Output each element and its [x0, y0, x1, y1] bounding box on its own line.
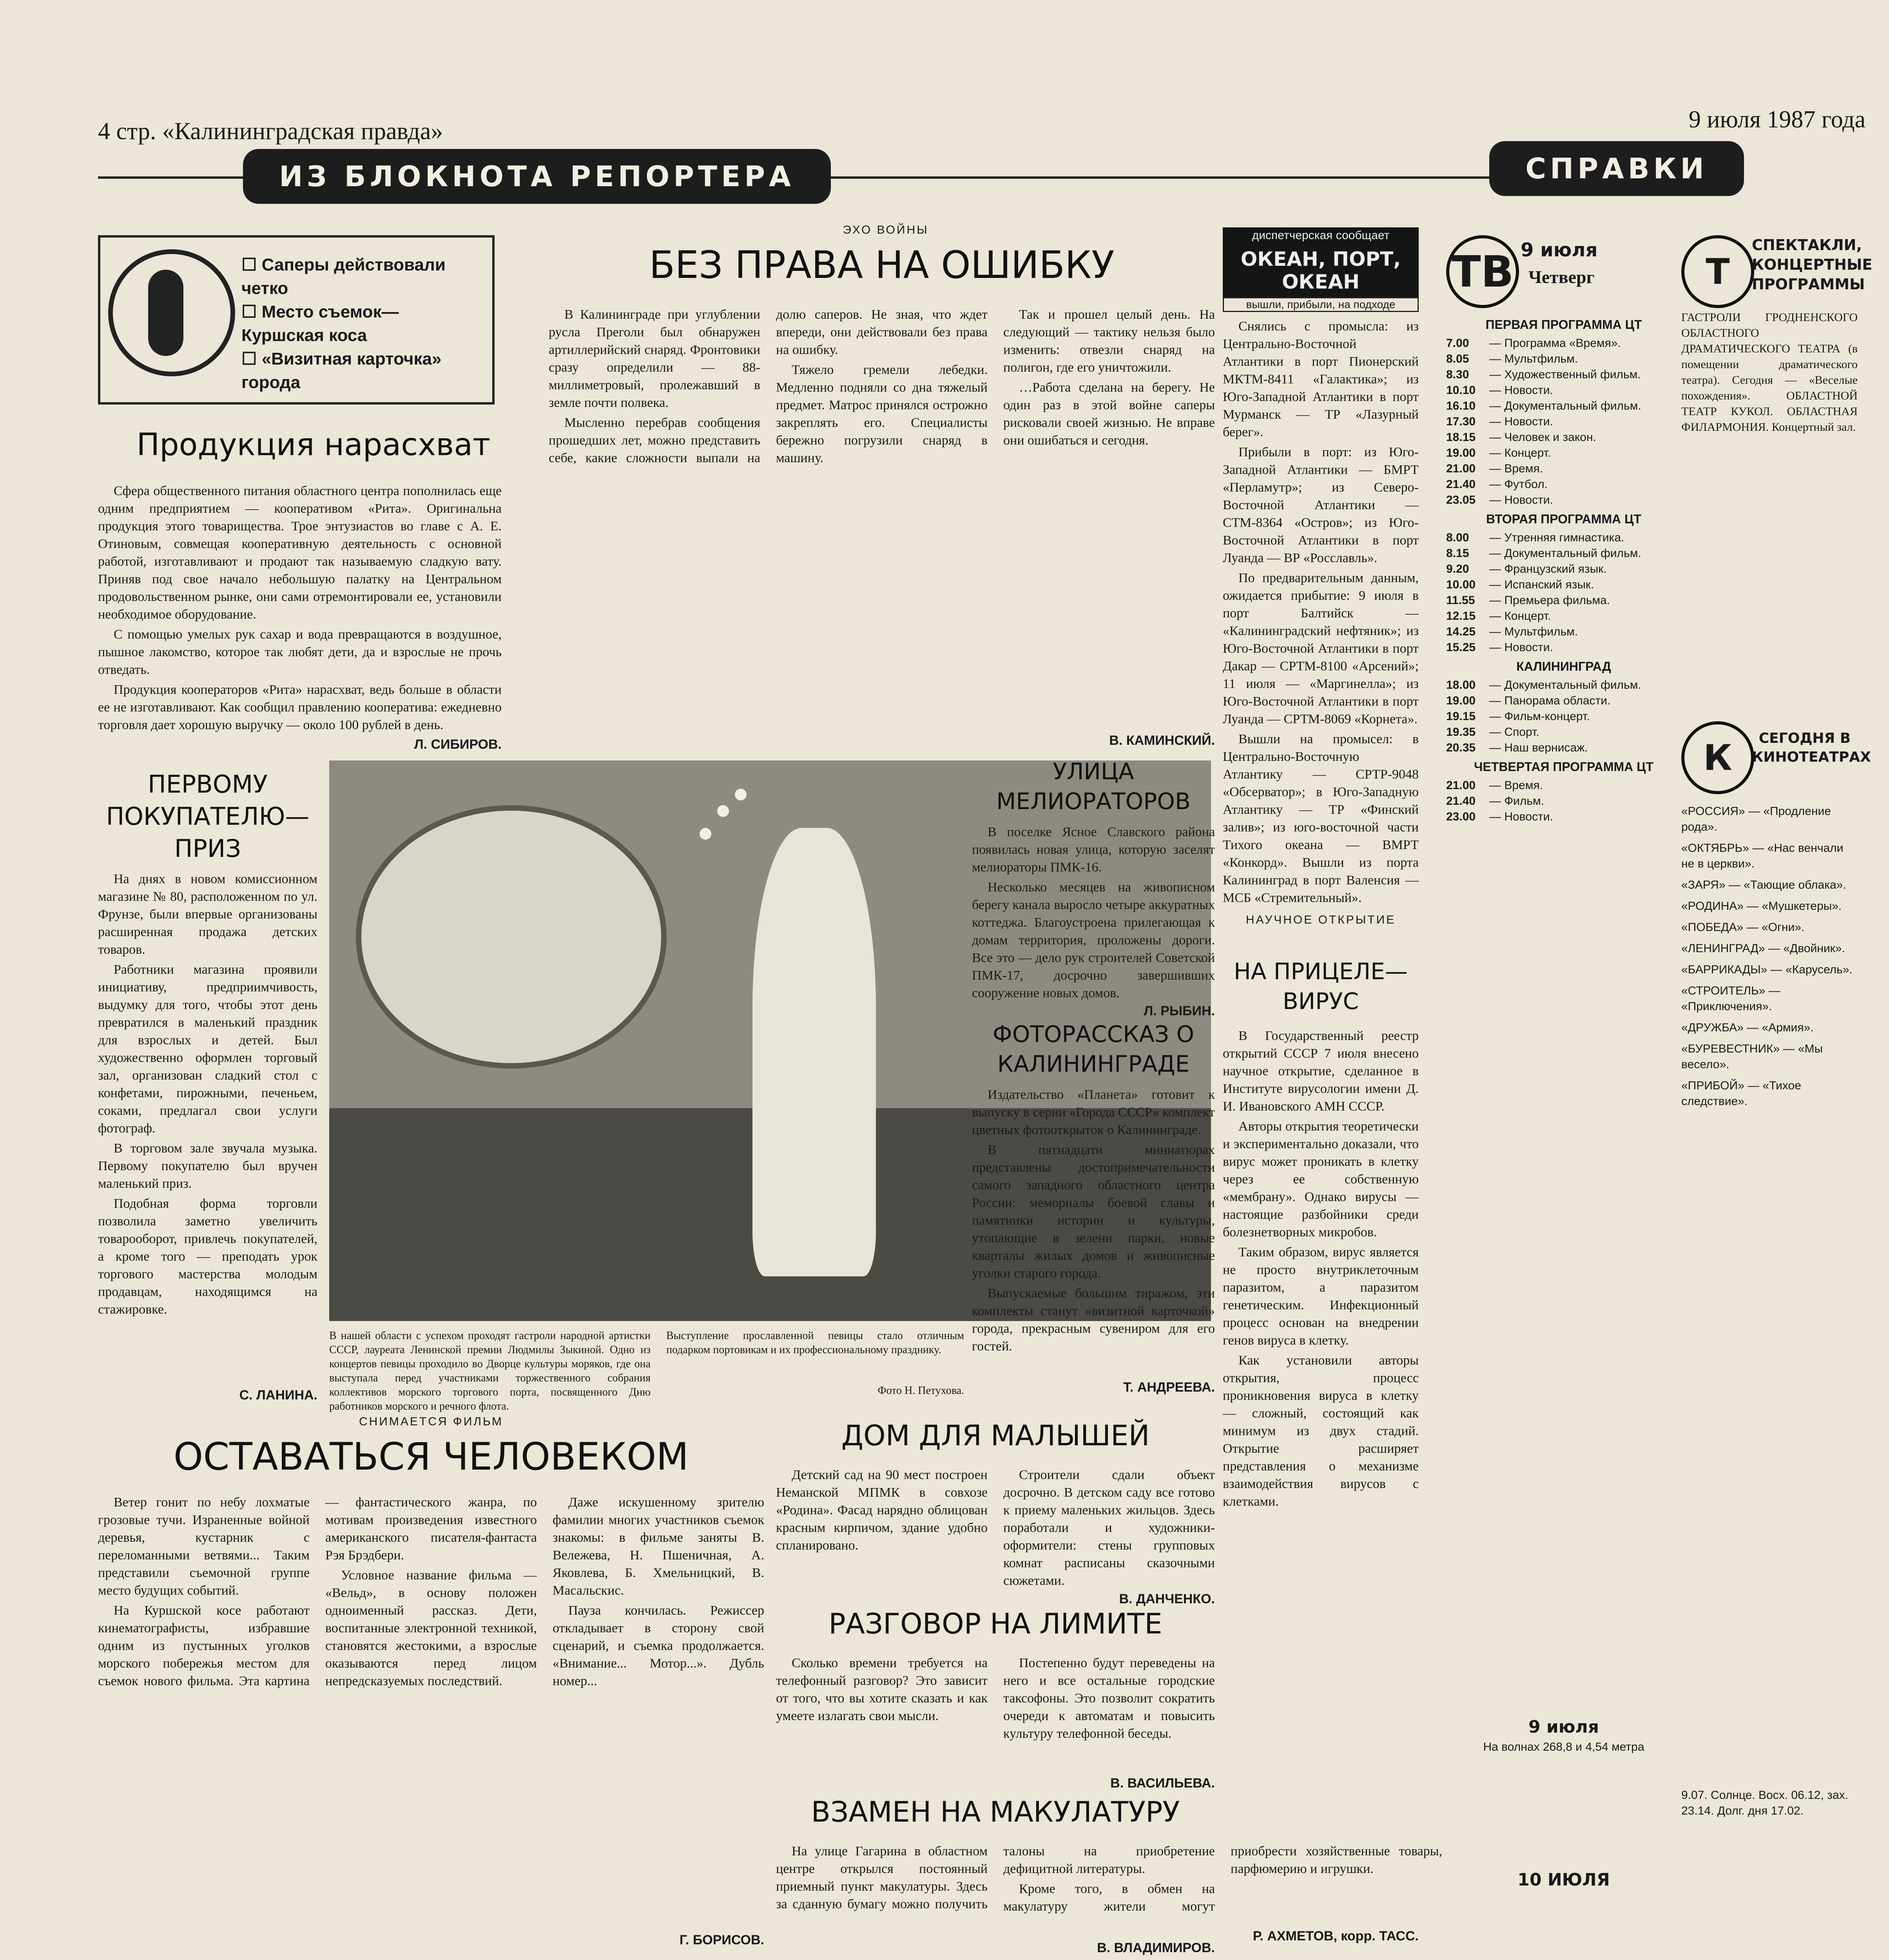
- article-title: НА ПРИЦЕЛЕ— ВИРУС: [1234, 958, 1408, 1014]
- tv-time: 9.20: [1446, 563, 1469, 575]
- tv-listing: [1446, 367, 1681, 383]
- tv-time: 23.00: [1446, 810, 1476, 823]
- tv-time: 18.15: [1446, 431, 1476, 444]
- tv-show: — Новости.: [1489, 641, 1553, 654]
- tv-time: 17.30: [1446, 415, 1476, 428]
- dispatch-body: Снялись с промысла: из Центрально-Восточной Атлантики в порт Пионерский МКТМ-8411 «Галактика»; из Юго-Западной Атлантики в порт Мурманск — ТР «Лазурный берег». Прибыли в порт: из Юго-Западной Атлантики — БМРТ «Перламутр»; из Северо-Восточной Атлантики — СТМ-8364 «Остров»; из Юго-Восточной Атлантики в порт Луанда — ВР «Росславль». По предварительным данным, ожидается прибытие: 9 июля в порт Балтийск — «Калининградский нефтяник»; из Юго-Восточной Атлантики в порт Дакар — СРТМ-8100 «Арсений»; 11 июля — «Маргинелла»; из Юго-Восточной Атлантики в порт Луанда — СРТМ-8069 «Корнета». Вышли на промысел: в Центрально-Восточную Атлантику — СРТР-9048 «Обсерватор»; в Юго-Западную Атлантику — ТР «Финский залив»; из юго-восточной части Тихого океана — ВМРТ «Конкорд». Вышли из порта Калининград в порт Валенсия — МСБ «Стремительный».: [1223, 319, 1419, 905]
- article-signature: Р. АХМЕТОВ, корр. ТАСС.: [1253, 1929, 1419, 1944]
- radio-weekday: Четверг: [1528, 267, 1595, 287]
- article-body: В Государственный реестр открытий СССР 7 июля внесено научное открытие, сделанное в Институте вирусологии имени Д. И. Ивановского АМН СССР. Авторы открытия теоретически и экспериментально доказали, что вирус может проникать в клетку через ее собственную «мембрану». Однако вирусы — настоящие разбойники среди болезнетворных микробов. Таким образом, вирус является не просто внутриклеточным паразитом, а паразитом генетическим. Инфекционный процесс основан на внедрении генов вируса в клетку. Как установили авторы открытия, процесс проникновения вируса в клетку — сложный, состоящий как минимум из двух стадий. Открытие расширяет представления о механизме взаимодействия вирусов с клетками.: [1223, 1029, 1419, 1509]
- cinema-item: «ПРИБОЙ» — «Тихое следствие».: [1681, 1079, 1801, 1108]
- tv-time: 11.55: [1446, 594, 1475, 607]
- tv-time: 19.35: [1446, 726, 1476, 739]
- article-body: На днях в новом комиссионном магазине № 80, расположенном по ул. Фрунзе, были впервые организованы расширенная продажа детских товаров. Работники магазина проявили инициативу, предприимчивость, выдумку для того, чтобы этот день превратился в маленький праздник для взрослых и детей. Был художественно оформлен торговый зал, организован сладкий стол с конфетами, пирожными, печеньем, соками, предлагал свои услуги фотограф. В торговом зале звучала музыка. Первому покупателю был вручен маленький приз. Подобная форма торговли позволила заметно увеличить товарооборот, привлечь покупателей, а кроме того — преподать урок торгового мастерства молодым продавцам, находящимся на стажировке.: [98, 872, 317, 1317]
- tv-show: — Художественный фильм.: [1489, 368, 1641, 381]
- tv-show: — Футбол.: [1489, 478, 1548, 491]
- tv-listing: [1446, 724, 1681, 740]
- tv-time: 10.10: [1446, 384, 1476, 397]
- cinema-item: «СТРОИТЕЛЬ» — «Приключения».: [1681, 984, 1780, 1013]
- tv-section-title: ВТОРАЯ ПРОГРАММА ЦТ: [1486, 512, 1641, 526]
- dispatch-title: ОКЕАН, ПОРТ, ОКЕАН: [1223, 244, 1419, 297]
- tv-time: 8.15: [1446, 547, 1469, 560]
- cinema-item: «БАРРИКАДЫ» — «Карусель».: [1681, 963, 1853, 976]
- tv-time: 8.30: [1446, 368, 1469, 381]
- photo-caption: В нашей области с успехом проходят гастроли народной артистки СССР, лауреата Ленинской премии Людмилы Зыкиной. Одно из концертов певицы проходило во Дворце культуры моряков, где она выступала перед участниками торжественного собрания коллективов морского торгового порта, посвященного Дню работников морского и речного флота.: [329, 1330, 651, 1412]
- tv-listing: [1446, 778, 1681, 793]
- tv-listing: [1446, 530, 1681, 546]
- tv-time: 16.10: [1446, 399, 1476, 412]
- page-label: 4 стр. «Калининградская правда»: [98, 118, 443, 145]
- tv-listing: [1446, 624, 1681, 640]
- article-signature: Г. БОРИСОВ.: [679, 1933, 764, 1947]
- flower-icon: [735, 789, 747, 800]
- cinema-item: «ЛЕНИНГРАД» — «Двойник».: [1681, 942, 1845, 955]
- tv-time: 21.40: [1446, 795, 1476, 808]
- article-signature: В. ВЛАДИМИРОВ.: [1097, 1940, 1215, 1955]
- tv-listing: [1446, 546, 1681, 561]
- tv-time: 21.00: [1446, 779, 1476, 792]
- tv-section-title: ЧЕТВЕРТАЯ ПРОГРАММА ЦТ: [1474, 760, 1654, 774]
- tv-section-title: КАЛИНИНГРАД: [1516, 659, 1611, 673]
- tv-time: 19.15: [1446, 710, 1476, 723]
- tv-listing: [1446, 640, 1681, 655]
- radio-local-sub: На волнах 268,8 и 4,54 метра: [1483, 1740, 1644, 1753]
- contents-box: [98, 235, 495, 405]
- article-kicker: СНИМАЕТСЯ ФИЛЬМ: [359, 1415, 503, 1428]
- tv-show: — Спорт.: [1489, 726, 1539, 739]
- tv-listing: [1446, 809, 1681, 825]
- issue-date: 9 июля 1987 года: [1688, 106, 1865, 133]
- radio-day: 9 июля: [1521, 239, 1598, 261]
- tv-time: 23.05: [1446, 494, 1476, 506]
- contents-item: ☐ Место съемок— Куршская коса: [241, 302, 399, 345]
- dispatch-sub: вышли, прибыли, на подходе: [1223, 297, 1419, 312]
- tv-show: — Концерт.: [1489, 610, 1551, 622]
- article-signature: Т. АНДРЕЕВА.: [1123, 1380, 1215, 1395]
- tv-listing: [1446, 351, 1681, 367]
- tv-listing: [1446, 414, 1681, 430]
- ship-emblem-icon: [356, 805, 667, 1069]
- tv-show: — Мультфильм.: [1489, 352, 1578, 365]
- cinema-item: «ОКТЯБРЬ» — «Нас венчали не в церкви».: [1681, 842, 1844, 870]
- article-body: Сколько времени требуется на телефонный разговор? Это зависит от того, что вы хотите сказать и как умеете излагать свои мысли. Постепенно будут переведены на него и все остальные городские таксофоны. Это позволит сократить очереди к автоматам и повысить культуру телефонной беседы.: [776, 1656, 1215, 1741]
- article-kicker: ЭХО ВОЙНЫ: [843, 223, 929, 236]
- dispatch-header: [1223, 227, 1419, 310]
- article-body: В поселке Ясное Славского района появилась новая улица, которую заселят мелиораторы ПМК-16. Несколько месяцев на живописном берегу канала выросло четыре аккуратных коттеджа. Благоустроена прилегающая к домам территория, проложены дороги. Все это — дело рук строителей Советской ПМК-17, досрочно завершивших сооружение новых домов.: [972, 825, 1215, 1000]
- rule: [831, 176, 1489, 179]
- radio-local-day: 9 июля: [1528, 1717, 1599, 1737]
- tv-show: — Документальный фильм.: [1489, 679, 1641, 691]
- tv-show: — Премьера фильма.: [1489, 594, 1610, 607]
- article-body: В Калининграде при углублении русла Преголи был обнаружен артиллерийский снаряд. Фронтовики сразу определили — 88-миллиметровый, пролежавший в земле почти полвека. Мысленно перебрав сообщения прошедших лет, можно представить себе, какие сложности выпали на долю саперов. Не зная, что ждет впереди, они действовали без права на ошибку. Тяжело гремели лебедки. Медленно подняли со дна тяжелый предмет. Матрос принялся острожно закреплять его. Специалисты бережно погрузили снаряд в машину. Так и прошел целый день. На следующий — тактику нельзя было изменить: отвезли снаряд на полигон, где его уничтожили. …Работа сделана на берегу. Не один раз в этой войне саперы рисковали своей жизнью. Не вправе они ошибаться и сегодня.: [549, 307, 1215, 465]
- tv-show: — Человек и закон.: [1489, 431, 1596, 444]
- tv-show: — Фильм-концерт.: [1489, 710, 1590, 723]
- dispatch-kicker: диспетчерская сообщает: [1223, 227, 1419, 244]
- article-title: ОСТАВАТЬСЯ ЧЕЛОВЕКОМ: [173, 1435, 689, 1479]
- tv-listing: [1446, 461, 1681, 477]
- tv-show: — Программа «Время».: [1489, 337, 1621, 350]
- tv-listing: [1446, 492, 1681, 508]
- tv-time: 8.05: [1446, 352, 1469, 365]
- tv-show: — Концерт.: [1489, 446, 1551, 459]
- tv-show: — Время.: [1489, 462, 1543, 475]
- tv-time: 20.35: [1446, 741, 1476, 754]
- tv-time: 12.15: [1446, 610, 1476, 622]
- tv-show: — Испанский язык.: [1489, 578, 1594, 591]
- theater-logo-icon: Т: [1681, 235, 1754, 308]
- cinema-logo-icon: К: [1681, 721, 1754, 794]
- tv-listing: [1446, 336, 1681, 351]
- tv-time: 15.25: [1446, 641, 1476, 654]
- contents-item: ☐ Саперы действовали четко: [241, 255, 446, 298]
- tv-listing: [1446, 593, 1681, 608]
- article-body: Издательство «Планета» готовит к выпуску в серии «Города СССР» комплект цветных фотооткрыток о Калининграде. В пятнадцати миниатюрах представлены достопримечательности самого западного областного центра России: мемориалы боевой славы и памятники истории и культуры, утопающие в зелени парки, новые кварталы жилых домов и живописные уголки старого города. Выпускаемые большим тиражом, эти комплекты станут «визитной карточкой» города, прекрасным сувениром для его гостей.: [972, 1087, 1215, 1354]
- tv-show: — Мультфильм.: [1489, 625, 1578, 638]
- tv-time: 19.00: [1446, 446, 1476, 459]
- tv-listing: [1446, 445, 1681, 461]
- article-title: ДОМ ДЛЯ МАЛЫШЕЙ: [841, 1419, 1150, 1452]
- article-body: Сфера общественного питания областного центра пополнилась еще одним предприятием — кооперативом «Рита». Оригинальна продукция этого товарищества. Трое энтузиастов во главе с А. Е. Отиновым, совмещая кооперативную деятельность с основной работой, изготавливают и продают так называемую сладкую вату. Приняв под свое начало небольшую палатку на Центральном продовольственном рынке, они сами отремонтировали ее, установили необходимое оборудование. С помощью умелых рук сахар и вода превращаются в воздушное, пышное лакомство, которое так любят дети, да и взрослые не прочь отведать. Продукция кооператоров «Рита» нарасхват, ведь больше в области ее не изготавливают. Как сообщил правлению кооператива: ежедневно торговля дает хорошую выручку — около 100 рублей в день.: [98, 484, 502, 732]
- tv-time: 21.00: [1446, 462, 1476, 475]
- article-title: БЕЗ ПРАВА НА ОШИБКУ: [649, 243, 1115, 287]
- photo-credit: Фото Н. Петухова.: [877, 1385, 964, 1397]
- article-title: ПЕРВОМУ ПОКУПАТЕЛЮ— ПРИЗ: [106, 770, 310, 863]
- rubric-notebook: ИЗ БЛОКНОТА РЕПОРТЕРА: [243, 149, 831, 204]
- tv-program: [1446, 314, 1681, 825]
- article-signature: Л. РЫБИН.: [1144, 1004, 1215, 1018]
- tv-time: 10.00: [1446, 578, 1476, 591]
- sun-note: 9.07. Солнце. Восх. 06.12, зах. 23.14. Долг. дня 17.02.: [1681, 1789, 1848, 1817]
- rubric-reference: СПРАВКИ: [1489, 141, 1744, 196]
- tv-time: 21.40: [1446, 478, 1476, 491]
- tv-show: — Утренняя гимнастика.: [1489, 531, 1624, 544]
- flower-icon: [717, 805, 729, 817]
- cinema-item: «РОССИЯ» — «Продление рода».: [1681, 805, 1831, 833]
- theaters-text: ГАСТРОЛИ ГРОДНЕНСКОГО ОБЛАСТНОГО ДРАМАТИЧЕСКОГО ТЕАТРА (в помещении драматического театра). Сегодня — «Веселые похождения». ОБЛАСТНОЙ ТЕАТР КУКОЛ. ОБЛАСТНАЯ ФИЛАРМОНИЯ. Концертный зал.: [1681, 311, 1858, 434]
- cinema-item: «БУРЕВЕСТНИК» — «Мы весело».: [1681, 1042, 1823, 1071]
- tv-listing: [1446, 477, 1681, 492]
- rule: [98, 176, 243, 179]
- tv-show: — Наш вернисаж.: [1489, 741, 1588, 754]
- cinema-item: «ПОБЕДА» — «Огни».: [1681, 921, 1805, 934]
- tv-show: — Фильм.: [1489, 795, 1544, 808]
- article-body: Ветер гонит по небу лохматые грозовые тучи. Израненные войной деревья, кустарник с переломанными ветвями... Таким представили съемочной группе место будущих событий. На Куршской косе работают кинематографисты, избравшие одним из пустынных уголков морского побережья местом для съемок нового фильма. Эта картина — фантастического жанра, по мотивам произведения известного американского писателя-фантаста Рэя Брэдбери. Условное название фильма — «Вельд», в основу положен одноименный рассказ. Дети, воспитанные электронной техникой, становятся жестокими, а взрослые оказываются перед лицом непредсказуемых последствий. Даже искушенному зрителю фамилии многих участников съемок знакомы: в фильме заняты В. Вележева, Н. Пшеничная, А. Яковлева, Б. Хмельницкий, В. Масальскис. Пауза кончилась. Режиссер откладывает в сторону свой сценарий, и съемка продолжается. «Внимание... Мотор...». Дубль номер...: [98, 1495, 764, 1688]
- tv-listing: [1446, 430, 1681, 445]
- photo-caption: Выступление прославленной певицы стало отличным подарком портовикам и их профессиональному празднику.: [666, 1330, 964, 1356]
- tv-show: — Новости.: [1489, 415, 1553, 428]
- cinema-heading: СЕГОДНЯ В КИНОТЕАТРАХ: [1752, 730, 1871, 765]
- article-title: РАЗГОВОР НА ЛИМИТЕ: [828, 1607, 1162, 1640]
- tv-show: — Новости.: [1489, 494, 1553, 506]
- theaters-heading: СПЕКТАКЛИ, КОНЦЕРТНЫЕ ПРОГРАММЫ: [1752, 236, 1873, 293]
- tv-time: 18.00: [1446, 679, 1476, 691]
- radio-next-day: 10 ИЮЛЯ: [1517, 1870, 1610, 1890]
- article-title: ВЗАМЕН НА МАКУЛАТУРУ: [811, 1795, 1180, 1828]
- tv-show: — Панорама области.: [1489, 694, 1611, 707]
- tv-listing: [1446, 608, 1681, 624]
- tv-listing: [1446, 709, 1681, 724]
- tv-time: 8.00: [1446, 531, 1469, 544]
- tv-show: — Документальный фильм.: [1489, 399, 1641, 412]
- tv-logo-icon: ТВ: [1446, 235, 1519, 308]
- cinema-item: «ДРУЖБА» — «Армия».: [1681, 1021, 1814, 1034]
- tv-time: 14.25: [1446, 625, 1476, 638]
- tv-listing: [1446, 740, 1681, 756]
- article-signature: В. КАМИНСКИЙ.: [1109, 733, 1215, 748]
- tv-show: — Французский язык.: [1489, 563, 1607, 575]
- tv-time: 19.00: [1446, 694, 1476, 707]
- reporter-logo-icon: [108, 249, 235, 376]
- contents-item: ☐ «Визитная карточка» города: [241, 349, 442, 392]
- cinema-item: «РОДИНА» — «Мушкетеры».: [1681, 900, 1842, 913]
- tv-listing: [1446, 383, 1681, 398]
- cinema-list: [1681, 804, 1858, 1115]
- tv-listing: [1446, 561, 1681, 577]
- tv-listing: [1446, 577, 1681, 593]
- article-signature: В. ВАСИЛЬЕВА.: [1110, 1776, 1215, 1791]
- tv-listing: [1446, 693, 1681, 709]
- tv-listing: [1446, 677, 1681, 693]
- tv-listing: [1446, 793, 1681, 809]
- article-signature: В. ДАНЧЕНКО.: [1119, 1592, 1215, 1606]
- tv-time: 7.00: [1446, 337, 1469, 350]
- tv-show: — Время.: [1489, 779, 1543, 792]
- tv-show: — Документальный фильм.: [1489, 547, 1641, 560]
- article-kicker: НАУЧНОЕ ОТКРЫТИЕ: [1245, 913, 1396, 926]
- tv-listing: [1446, 398, 1681, 414]
- tv-section-title: ПЕРВАЯ ПРОГРАММА ЦТ: [1485, 318, 1642, 332]
- article-title: Продукция нарасхват: [136, 427, 491, 463]
- flower-icon: [700, 828, 711, 840]
- article-body: Детский сад на 90 мест построен Неманской МПМК в совхозе «Родина». Фасад нарядно облицован красным кирпичом, здание удобно спланировано. Строители сдали объект досрочно. В детском саду все готово к приему маленьких жильцов. Здесь поработали и художники-оформители: стены групповых комнат расписаны сказочными сюжетами.: [776, 1468, 1215, 1588]
- cinema-item: «ЗАРЯ» — «Тающие облака».: [1681, 878, 1846, 891]
- article-title: ФОТОРАССКАЗ О КАЛИНИНГРАДЕ: [992, 1021, 1195, 1077]
- article-signature: Л. СИБИРОВ.: [414, 737, 502, 752]
- tv-show: — Новости.: [1489, 384, 1553, 397]
- singer-figure: [752, 828, 876, 1276]
- article-body: На улице Гагарина в областном центре открылся постоянный приемный пункт макулатуры. Здесь за сданную бумагу можно получить талоны на приобретение дефицитной литературы. Кроме того, в обмен на макулатуру жители могут приобрести хозяйственные товары, парфюмерию и игрушки.: [776, 1844, 1442, 1914]
- article-signature: С. ЛАНИНА.: [239, 1388, 317, 1403]
- article-title: УЛИЦА МЕЛИОРАТОРОВ: [996, 758, 1191, 815]
- tv-show: — Новости.: [1489, 810, 1553, 823]
- pen-nib-icon: [148, 270, 183, 356]
